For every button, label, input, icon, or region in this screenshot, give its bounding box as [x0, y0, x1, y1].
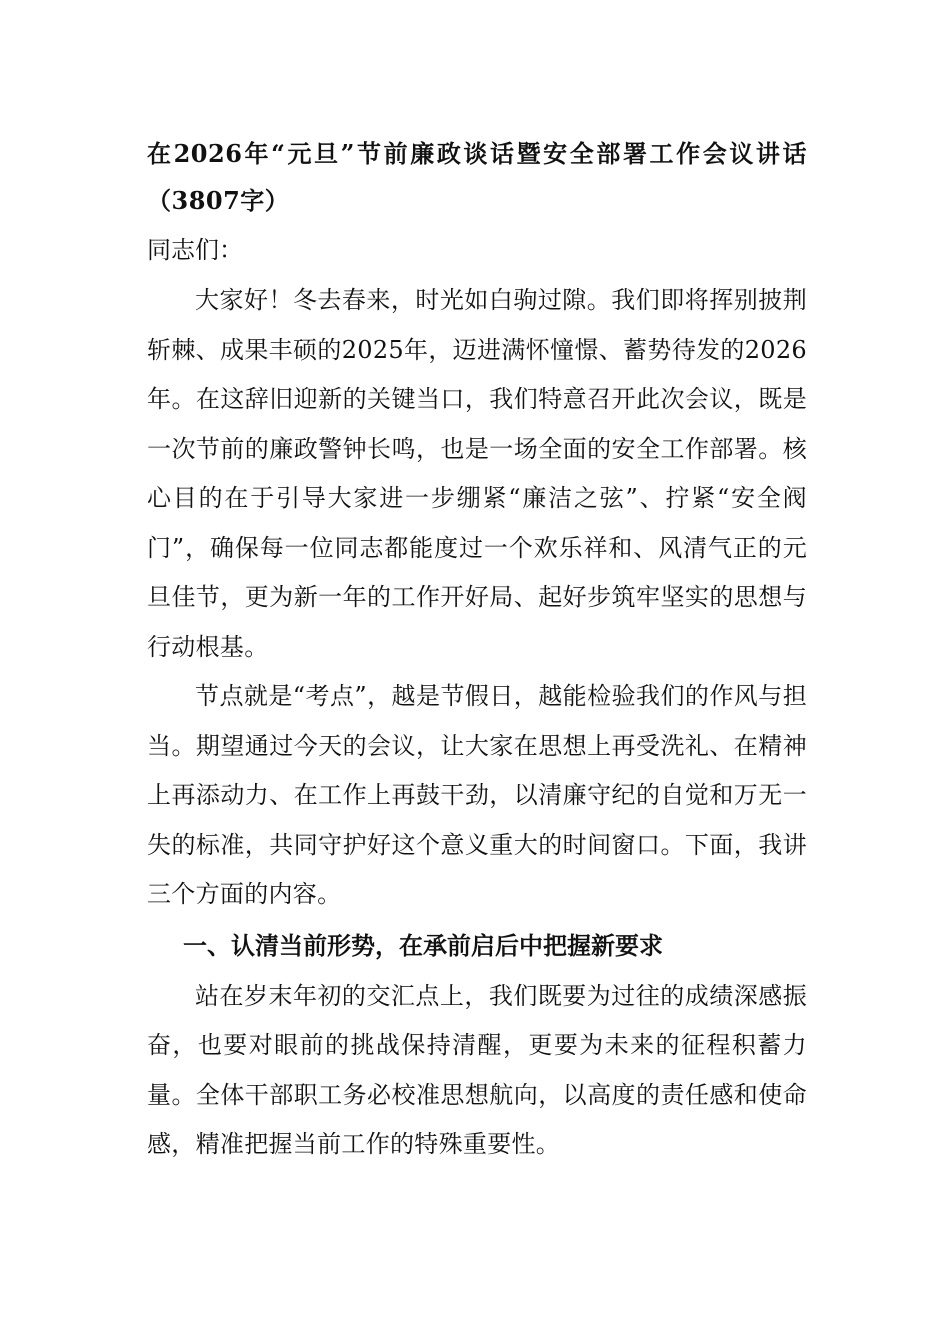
section-heading-1: 一、认清当前形势，在承前启后中把握新要求 [183, 930, 663, 960]
salutation: 同志们： [147, 236, 243, 264]
paragraph-purpose: 节点就是“考点”，越是节假日，越能检验我们的作风与担当。期望通过今天的会议，让大家在思想上再受洗礼、在精神上再添动力、在工作上再鼓干劲，以清廉守纪的自觉和万无一失的标准，共同守护好这个意义重大的时间窗口。下面，我讲三个方面的内容。 [147, 682, 807, 908]
document-body [147, 130, 807, 1170]
paragraph-intro: 大家好！冬去春来，时光如白驹过隙。我们即将挥别披荆斩棘、成果丰硕的2025年，迈进满怀憧憬、蓄势待发的2026年。在这辞旧迎新的关键当口，我们特意召开此次会议，既是一次节前的廉政警钟长鸣，也是一场全面的安全工作部署。核心目的在于引导大家进一步绷紧“廉洁之弦”、拧紧“安全阀门”，确保每一位同志都能度过一个欢乐祥和、风清气正的元旦佳节，更为新一年的工作开好局、起好步筑牢坚实的思想与行动根基。 [147, 286, 807, 661]
paragraph-section-1: 站在岁末年初的交汇点上，我们既要为过往的成绩深感振奋，也要对眼前的挑战保持清醒，更要为未来的征程积蓄力量。全体干部职工务必校准思想航向，以高度的责任感和使命感，精准把握当前工作的特殊重要性。 [147, 981, 807, 1158]
document-title: 在2026年“元旦”节前廉政谈话暨安全部署工作会议讲话（3807字） [147, 139, 807, 215]
